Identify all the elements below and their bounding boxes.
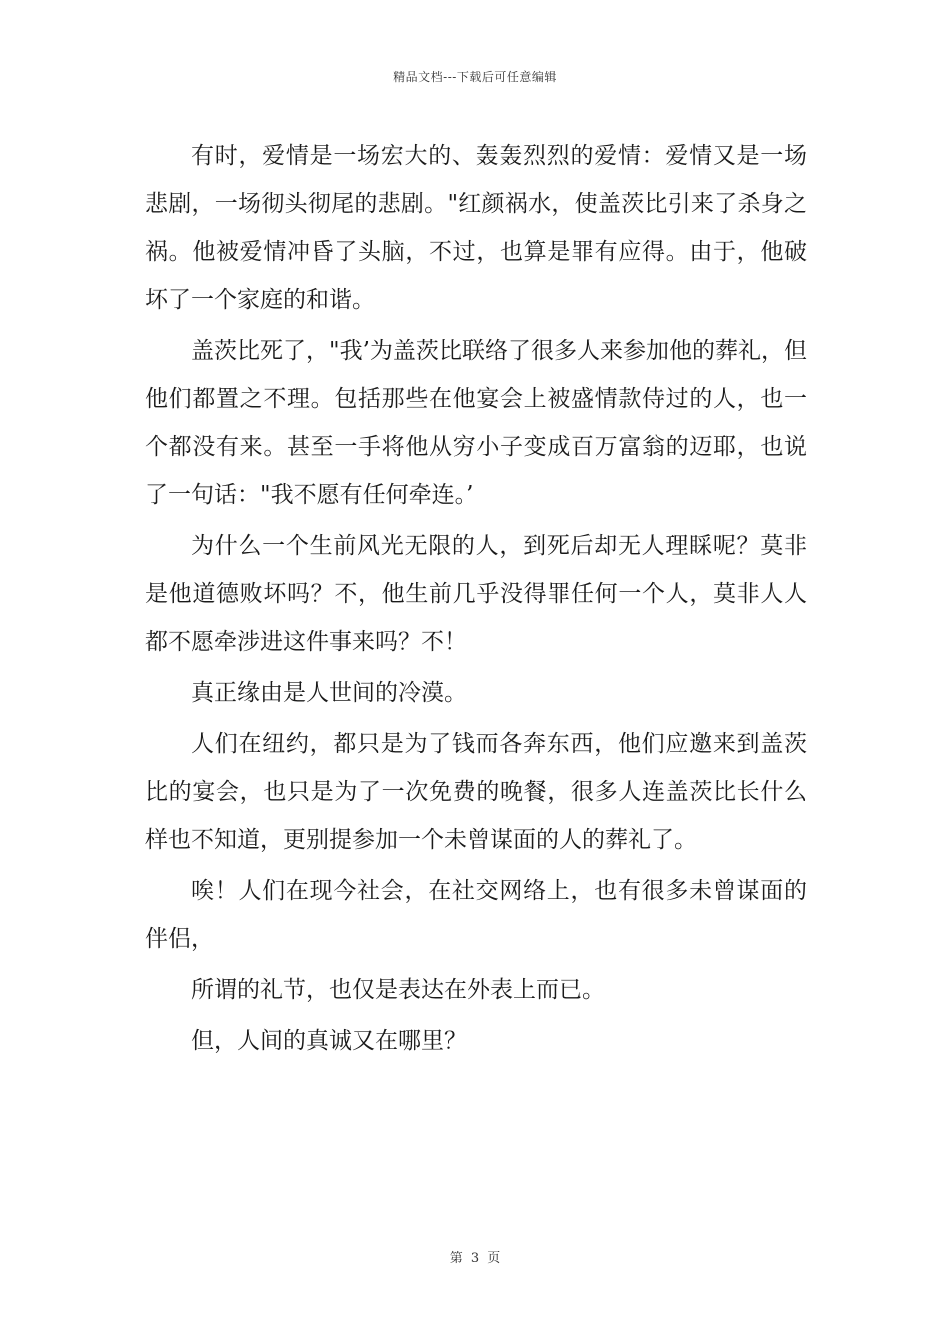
paragraph-3: 为什么一个生前风光无限的人，到死后却无人理睬呢？莫非是他道德败坏吗？不，他生前几乎没得罪任何一个人，莫非人人都不愿牵涉进这件事来吗？不！ <box>145 533 807 655</box>
paragraph-7: 所谓的礼节，也仅是表达在外表上而已。 <box>191 977 605 1003</box>
body-text <box>145 132 807 1065</box>
page-header: 精品文档---下载后可任意编辑 <box>393 70 557 84</box>
paragraph-1: 有时，爱情是一场宏大的、轰轰烈烈的爱情：爱情又是一场悲剧，一场彻头彻尾的悲剧。"红颜祸水，使盖茨比引来了杀身之祸。他被爱情冲昏了头脑，不过，也算是罪有应得。由于，他破坏了一个家庭的和谐。 <box>145 143 807 313</box>
paragraph-6: 唉！人们在现今社会，在社交网络上，也有很多未曾谋面的伴侣， <box>145 878 807 952</box>
paragraph-4: 真正缘由是人世间的冷漠。 <box>191 680 467 706</box>
paragraph-2: 盖茨比死了，"我’为盖茨比联络了很多人来参加他的葬礼，但他们都置之不理。包括那些在他宴会上被盛情款侍过的人，也一个都没有来。甚至一手将他从穷小子变成百万富翁的迈耶，也说了一句话："我不愿有任何牵连。’ <box>145 338 807 508</box>
paragraph-8: 但，人间的真诚又在哪里？ <box>191 1028 467 1054</box>
page-number: 第 3 页 <box>449 1251 501 1266</box>
paragraph-5: 人们在纽约，都只是为了钱而各奔东西，他们应邀来到盖茨比的宴会，也只是为了一次免费的晚餐，很多人连盖茨比长什么样也不知道，更别提参加一个未曾谋面的人的葬礼了。 <box>145 731 807 853</box>
